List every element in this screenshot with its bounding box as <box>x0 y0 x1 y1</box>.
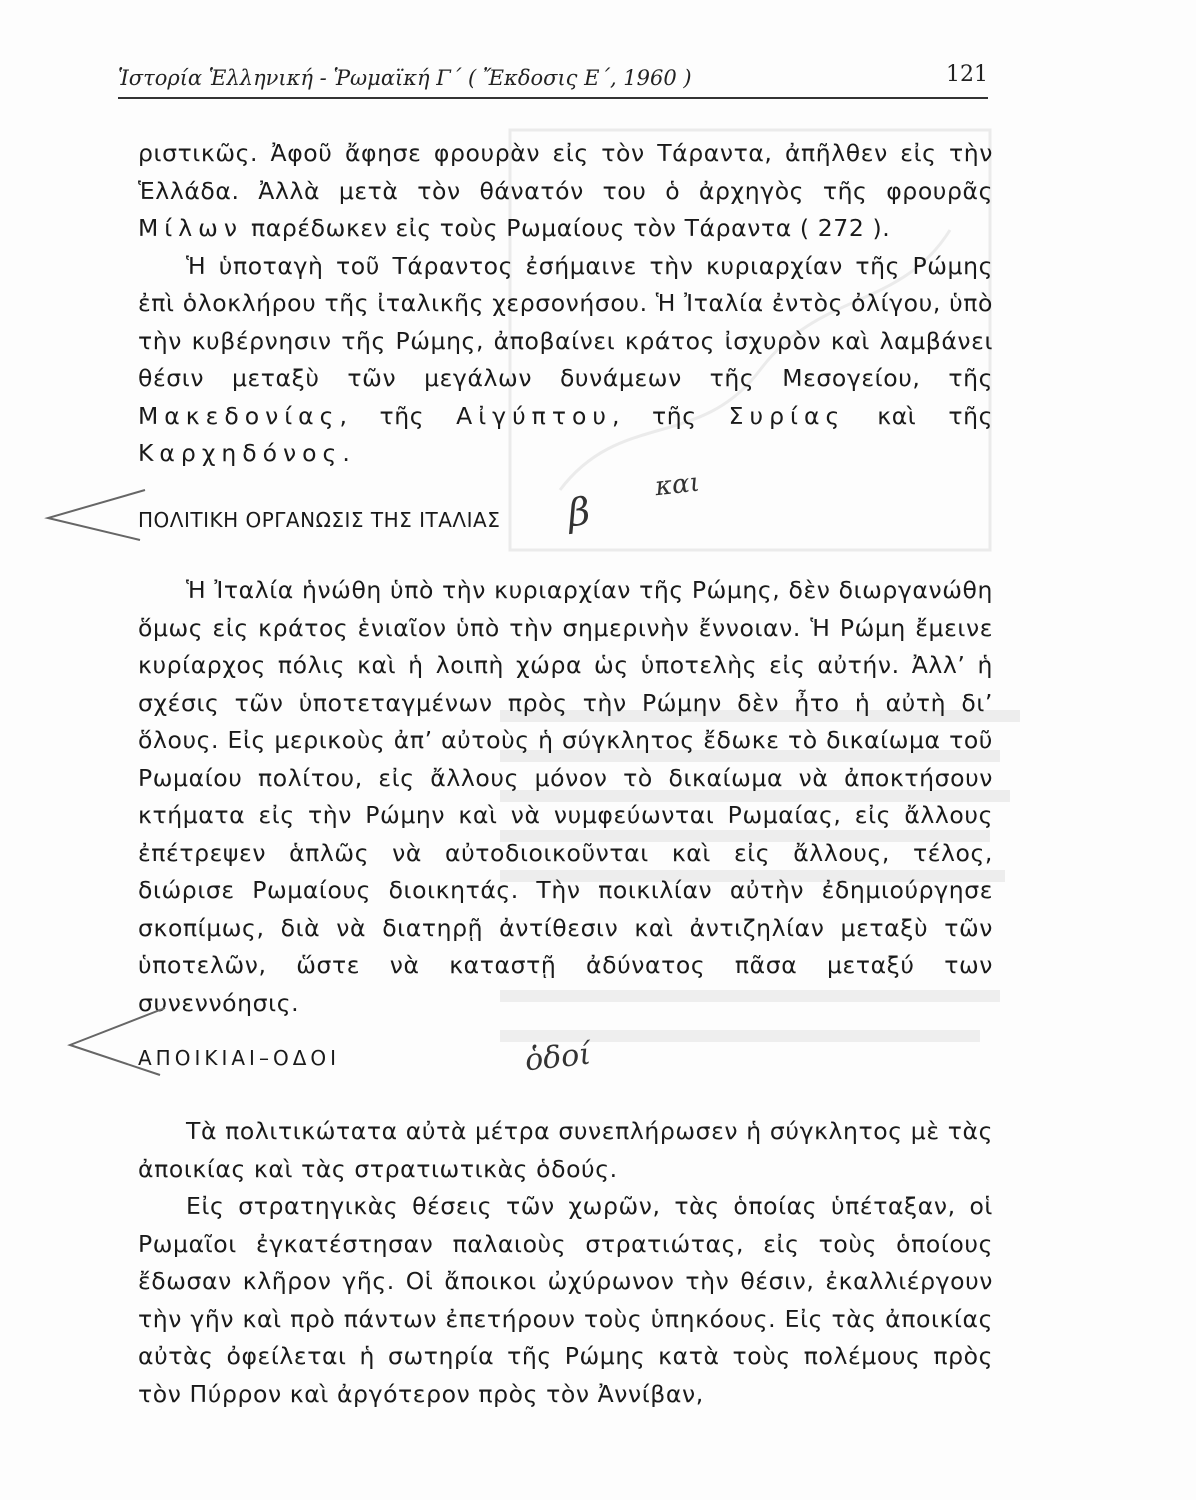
paragraph-2-text-b: , τῆς <box>339 401 457 430</box>
name-makedonia: Μακεδονίας <box>138 401 340 430</box>
section-heading-apoikiai-odoi: ΑΠΟΙΚΙΑΙ–ΟΔΟΙ <box>138 1046 341 1070</box>
paragraph-2-text-c: , τῆς <box>611 401 729 430</box>
section-1-text <box>138 135 993 473</box>
section-heading-politiki-organosis: ΠΟΛΙΤΙΚΗ ΟΡΓΑΝΩΣΙΣ ΤΗΣ ΙΤΑΛΙΑΣ <box>138 508 501 532</box>
running-head-title: Ἱστορία Ἑλληνική - Ῥωμαϊκή Γ΄ ( Ἔκδοσις Ε΄, 1960 ) <box>118 66 692 90</box>
name-syria: Συρίας <box>728 401 846 430</box>
paragraph-2 <box>138 248 993 473</box>
paragraph-1-text-b: παρέδωκεν εἰς τοὺς Ρωμαίους τὸν Τάραντα ( 272 ). <box>242 214 891 242</box>
paragraph-1-text-a: ριστικῶς. Ἀφοῦ ἄφησε φρουρὰν εἰς τὸν Τάραντα, ἀπῆλθεν εἰς τὴν Ἑλλάδα. Ἀλλὰ μετὰ τὸν θάνατόν του ὁ ἀρχηγὸς τῆς φρουρᾶς <box>138 139 993 205</box>
name-karchedon: Καρχηδόνος <box>138 439 343 467</box>
name-milon: Μίλων <box>138 214 243 242</box>
section-3-text <box>138 1113 993 1413</box>
paragraph-2-text-e: . <box>342 439 351 467</box>
paragraph-1 <box>138 135 993 248</box>
paragraph-2-text-d: καὶ τῆς <box>845 401 993 430</box>
margin-arrow-mark <box>40 480 150 550</box>
page-number: 121 <box>946 62 988 87</box>
section-2-text <box>138 572 993 1022</box>
name-aigyptos: Αἰγύπτου <box>456 401 612 430</box>
handwritten-note-odoi: ὁδοί <box>523 1036 593 1079</box>
paragraph-3: Ἡ Ἰταλία ἡνώθη ὑπὸ τὴν κυριαρχίαν τῆς Ρώμης, δὲν διωργανώθη ὅμως εἰς κράτος ἑνιαῖον ὑπὸ τὴν σημερινὴν ἔννοιαν. Ἡ Ρώμη ἔμεινε κυρίαρχος πόλις καὶ ἡ λοιπὴ χώρα ὡς ὑποτελὴς εἰς αὐτήν. Ἀλλ’ ἡ σχέσις τῶν ὑποτεταγμένων πρὸς τὴν Ρώμην δὲν ἦτο ἡ αὐτὴ δι’ ὅλους. Εἰς μερικοὺς ἀπ’ αὐτοὺς ἡ σύγκλητος ἔδωκε τὸ δικαίωμα τοῦ Ρωμαίου πολίτου, εἰς ἄλλους μόνον τὸ δικαίωμα νὰ ἀποκτήσουν κτήματα εἰς τὴν Ρώμην καὶ νὰ νυμφεύωνται Ρωμαίας, εἰς ἄλλους ἐπέτρεψεν ἁπλῶς νὰ αὐτοδιοικοῦνται καὶ εἰς ἄλλους, τέλος, διώρισε Ρωμαίους διοικητάς. Τὴν ποικιλίαν αὐτὴν ἐδημιούργησε σκοπίμως, διὰ νὰ διατηρῇ ἀντίθεσιν καὶ ἀντιζηλίαν μεταξὺ τῶν ὑποτελῶν, ὥστε νὰ καταστῇ ἀδύνατος πᾶσα μεταξύ των συνεννόησις. <box>138 576 993 1017</box>
header-rule <box>118 97 988 99</box>
paragraph-5: Εἰς στρατηγικὰς θέσεις τῶν χωρῶν, τὰς ὁποίας ὑπέταξαν, οἱ Ρωμαῖοι ἐγκατέστησαν παλαιοὺς στρατιώτας, εἰς τοὺς ὁποίους ἔδωσαν κλῆρον γῆς. Οἱ ἄποικοι ὠχύρωνον τὴν θέσιν, ἐκαλλιέργουν τὴν γῆν καὶ πρὸ πάντων ἐπετήρουν τοὺς ὑπηκόους. Εἰς τὰς ἀποικίας αὐτὰς ὀφείλεται ἡ σωτηρία τῆς Ρώμης κατὰ τοὺς πολέμους πρὸς τὸν Πύρρον καὶ ἀργότερον πρὸς τὸν Ἀννίβαν, <box>138 1192 993 1408</box>
running-head <box>118 60 988 96</box>
handwritten-note-b: β <box>565 488 593 536</box>
paragraph-2-text-a: Ἡ ὑποταγὴ τοῦ Τάραντος ἐσήμαινε τὴν κυριαρχίαν τῆς Ρώμης ἐπὶ ὁλοκλήρου τῆς ἰταλικῆς χερσονήσου. Ἡ Ἰταλία ἐντὸς ὀλίγου, ὑπὸ τὴν κυβέρνησιν τῆς Ρώμης, ἀποβαίνει κράτος ἰσχυρὸν καὶ λαμβάνει θέσιν μεταξὺ τῶν μεγάλων δυνάμεων τῆς Μεσογείου, τῆς <box>138 251 993 392</box>
paragraph-4: Τὰ πολιτικώτατα αὐτὰ μέτρα συνεπλήρωσεν ἡ σύγκλητος μὲ τὰς ἀποικίας καὶ τὰς στρατιωτικὰς ὁδούς. <box>138 1117 993 1183</box>
handwritten-note-kai: και <box>653 467 702 503</box>
